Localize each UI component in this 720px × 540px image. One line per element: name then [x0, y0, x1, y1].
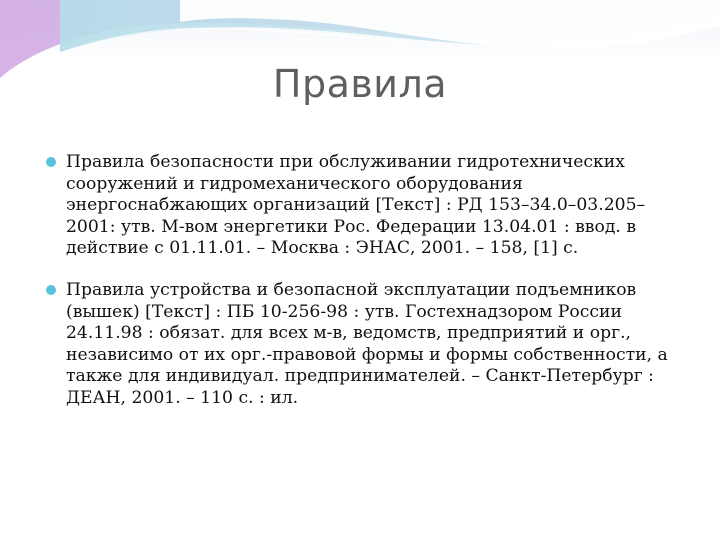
- bullet-text: Правила безопасности при обслуживании гидротехнических сооружений и гидромеханического оборудования энергоснабжающих организаций [Текст] : РД 153–34.0–03.205–2001: утв. М-вом энергетики Рос. Федерации 13.04.01 : ввод. в действие с 01.11.01. – Москва : ЭНАС, 2001. – 158, [1] с.: [66, 152, 646, 259]
- bullet-dot-icon: [46, 157, 56, 167]
- slide-title: Правила: [272, 62, 448, 106]
- bullet-item: [44, 152, 684, 260]
- bullet-list: [44, 152, 684, 410]
- bullet-item: [44, 280, 684, 410]
- bullet-text: Правила устройства и безопасной эксплуатации подъемников (вышек) [Текст] : ПБ 10-256-98 : утв. Гостехнадзором России 24.11.98 : обязат. для всех м-в, ведомств, предприятий и орг., независимо от их орг.-правовой формы и формы собственности, а также для индивидуал. предпринимателей. – Санкт-Петербург : ДЕАН, 2001. – 110 с. : ил.: [66, 279, 668, 408]
- bullet-dot-icon: [46, 285, 56, 295]
